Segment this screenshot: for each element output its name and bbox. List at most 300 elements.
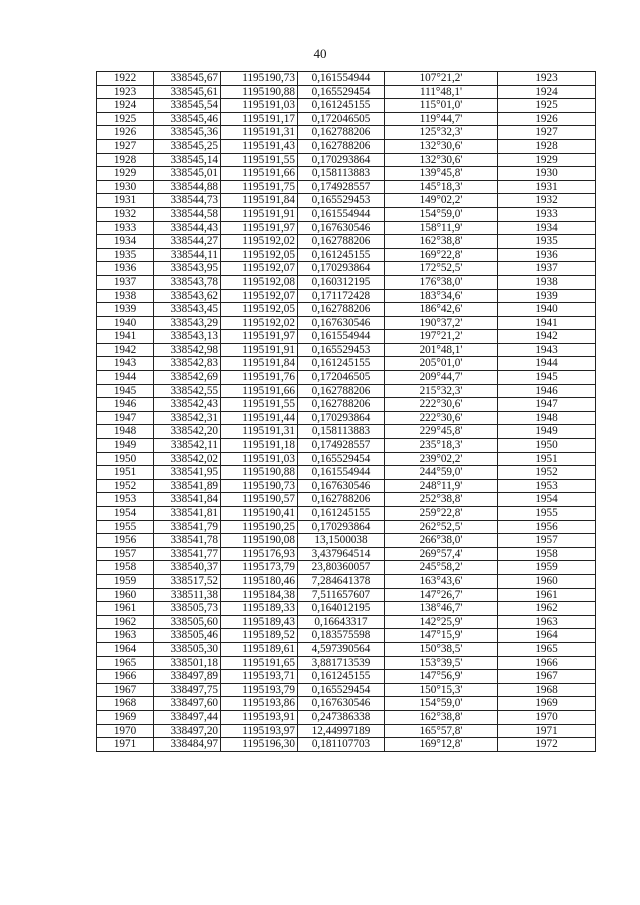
point-to-cell: 1932	[498, 194, 596, 208]
point-to-cell: 1964	[498, 629, 596, 643]
bearing-cell: 209°44,7'	[385, 371, 498, 385]
y-coordinate-cell: 1195191,43	[221, 139, 298, 153]
point-from-cell: 1936	[97, 262, 154, 276]
table-row	[97, 452, 596, 466]
x-coordinate-cell: 338542,11	[154, 439, 221, 453]
bearing-cell: 248°11,9'	[385, 479, 498, 493]
bearing-cell: 239°02,2'	[385, 452, 498, 466]
x-coordinate-cell: 338505,30	[154, 642, 221, 656]
y-coordinate-cell: 1195190,88	[221, 466, 298, 480]
x-coordinate-cell: 338505,73	[154, 602, 221, 616]
x-coordinate-cell: 338545,54	[154, 99, 221, 113]
point-from-cell: 1959	[97, 574, 154, 588]
table-row	[97, 534, 596, 548]
y-coordinate-cell: 1195191,66	[221, 167, 298, 181]
bearing-cell: 222°30,6'	[385, 411, 498, 425]
point-from-cell: 1957	[97, 547, 154, 561]
table-row	[97, 697, 596, 711]
y-coordinate-cell: 1195193,97	[221, 724, 298, 738]
distance-cell: 0,167630546	[298, 479, 385, 493]
distance-cell: 0,161245155	[298, 99, 385, 113]
y-coordinate-cell: 1195193,91	[221, 710, 298, 724]
point-from-cell: 1954	[97, 507, 154, 521]
point-from-cell: 1950	[97, 452, 154, 466]
distance-cell: 0,158113883	[298, 425, 385, 439]
point-from-cell: 1923	[97, 85, 154, 99]
point-from-cell: 1953	[97, 493, 154, 507]
y-coordinate-cell: 1195191,03	[221, 99, 298, 113]
table-row	[97, 235, 596, 249]
table-row	[97, 316, 596, 330]
distance-cell: 0,247386338	[298, 710, 385, 724]
x-coordinate-cell: 338544,73	[154, 194, 221, 208]
table-row	[97, 153, 596, 167]
table-row	[97, 507, 596, 521]
point-to-cell: 1934	[498, 221, 596, 235]
x-coordinate-cell: 338501,18	[154, 656, 221, 670]
distance-cell: 0,162788206	[298, 126, 385, 140]
distance-cell: 0,167630546	[298, 316, 385, 330]
bearing-cell: 142°25,9'	[385, 615, 498, 629]
x-coordinate-cell: 338544,11	[154, 248, 221, 262]
x-coordinate-cell: 338543,95	[154, 262, 221, 276]
point-to-cell: 1961	[498, 588, 596, 602]
x-coordinate-cell: 338542,83	[154, 357, 221, 371]
table-row	[97, 520, 596, 534]
y-coordinate-cell: 1195189,61	[221, 642, 298, 656]
point-from-cell: 1958	[97, 561, 154, 575]
point-to-cell: 1946	[498, 384, 596, 398]
x-coordinate-cell: 338545,25	[154, 139, 221, 153]
point-from-cell: 1964	[97, 642, 154, 656]
bearing-cell: 147°26,7'	[385, 588, 498, 602]
distance-cell: 0,162788206	[298, 139, 385, 153]
bearing-cell: 244°59,0'	[385, 466, 498, 480]
point-from-cell: 1949	[97, 439, 154, 453]
table-row	[97, 588, 596, 602]
x-coordinate-cell: 338484,97	[154, 738, 221, 752]
bearing-cell: 183°34,6'	[385, 289, 498, 303]
point-from-cell: 1938	[97, 289, 154, 303]
distance-cell: 0,170293864	[298, 411, 385, 425]
x-coordinate-cell: 338505,46	[154, 629, 221, 643]
point-from-cell: 1931	[97, 194, 154, 208]
distance-cell: 0,170293864	[298, 520, 385, 534]
x-coordinate-cell: 338543,62	[154, 289, 221, 303]
x-coordinate-cell: 338541,81	[154, 507, 221, 521]
x-coordinate-cell: 338542,98	[154, 343, 221, 357]
point-from-cell: 1927	[97, 139, 154, 153]
y-coordinate-cell: 1195191,84	[221, 194, 298, 208]
table-row	[97, 602, 596, 616]
bearing-cell: 138°46,7'	[385, 602, 498, 616]
y-coordinate-cell: 1195190,88	[221, 85, 298, 99]
x-coordinate-cell: 338497,44	[154, 710, 221, 724]
distance-cell: 0,170293864	[298, 153, 385, 167]
bearing-cell: 163°43,6'	[385, 574, 498, 588]
distance-cell: 0,165529454	[298, 683, 385, 697]
table-row	[97, 99, 596, 113]
point-to-cell: 1931	[498, 180, 596, 194]
point-from-cell: 1929	[97, 167, 154, 181]
y-coordinate-cell: 1195191,75	[221, 180, 298, 194]
point-to-cell: 1956	[498, 520, 596, 534]
point-to-cell: 1962	[498, 602, 596, 616]
bearing-cell: 125°32,3'	[385, 126, 498, 140]
table-row	[97, 126, 596, 140]
point-to-cell: 1936	[498, 248, 596, 262]
y-coordinate-cell: 1195191,76	[221, 371, 298, 385]
point-to-cell: 1966	[498, 656, 596, 670]
table-row	[97, 574, 596, 588]
x-coordinate-cell: 338543,45	[154, 303, 221, 317]
distance-cell: 0,167630546	[298, 697, 385, 711]
y-coordinate-cell: 1195191,97	[221, 330, 298, 344]
y-coordinate-cell: 1195192,05	[221, 248, 298, 262]
x-coordinate-cell: 338545,01	[154, 167, 221, 181]
point-to-cell: 1941	[498, 316, 596, 330]
y-coordinate-cell: 1195191,84	[221, 357, 298, 371]
y-coordinate-cell: 1195189,52	[221, 629, 298, 643]
point-from-cell: 1951	[97, 466, 154, 480]
point-to-cell: 1928	[498, 139, 596, 153]
point-from-cell: 1943	[97, 357, 154, 371]
table-row	[97, 112, 596, 126]
point-to-cell: 1945	[498, 371, 596, 385]
x-coordinate-cell: 338542,43	[154, 398, 221, 412]
bearing-cell: 154°59,0'	[385, 207, 498, 221]
table-row	[97, 642, 596, 656]
bearing-cell: 235°18,3'	[385, 439, 498, 453]
point-from-cell: 1965	[97, 656, 154, 670]
point-from-cell: 1946	[97, 398, 154, 412]
table-row	[97, 371, 596, 385]
y-coordinate-cell: 1195196,30	[221, 738, 298, 752]
distance-cell: 0,165529454	[298, 452, 385, 466]
point-to-cell: 1960	[498, 574, 596, 588]
table-row	[97, 221, 596, 235]
point-to-cell: 1930	[498, 167, 596, 181]
distance-cell: 0,172046505	[298, 371, 385, 385]
y-coordinate-cell: 1195192,07	[221, 262, 298, 276]
table-row	[97, 72, 596, 86]
table-row	[97, 561, 596, 575]
bearing-cell: 259°22,8'	[385, 507, 498, 521]
point-from-cell: 1955	[97, 520, 154, 534]
y-coordinate-cell: 1195193,79	[221, 683, 298, 697]
bearing-cell: 169°22,8'	[385, 248, 498, 262]
y-coordinate-cell: 1195191,03	[221, 452, 298, 466]
distance-cell: 23,80360057	[298, 561, 385, 575]
bearing-cell: 149°02,2'	[385, 194, 498, 208]
point-from-cell: 1925	[97, 112, 154, 126]
distance-cell: 0,174928557	[298, 439, 385, 453]
y-coordinate-cell: 1195189,33	[221, 602, 298, 616]
table-row	[97, 85, 596, 99]
bearing-cell: 119°44,7'	[385, 112, 498, 126]
point-from-cell: 1945	[97, 384, 154, 398]
table-row	[97, 670, 596, 684]
table-row	[97, 303, 596, 317]
table-row	[97, 330, 596, 344]
point-to-cell: 1965	[498, 642, 596, 656]
bearing-cell: 154°59,0'	[385, 697, 498, 711]
distance-cell: 0,162788206	[298, 493, 385, 507]
y-coordinate-cell: 1195191,55	[221, 398, 298, 412]
distance-cell: 0,171172428	[298, 289, 385, 303]
y-coordinate-cell: 1195191,66	[221, 384, 298, 398]
point-to-cell: 1953	[498, 479, 596, 493]
bearing-cell: 147°56,9'	[385, 670, 498, 684]
point-from-cell: 1968	[97, 697, 154, 711]
point-to-cell: 1968	[498, 683, 596, 697]
bearing-cell: 169°12,8'	[385, 738, 498, 752]
point-from-cell: 1941	[97, 330, 154, 344]
point-from-cell: 1926	[97, 126, 154, 140]
bearing-cell: 153°39,5'	[385, 656, 498, 670]
x-coordinate-cell: 338540,37	[154, 561, 221, 575]
distance-cell: 0,161554944	[298, 207, 385, 221]
distance-cell: 0,172046505	[298, 112, 385, 126]
x-coordinate-cell: 338545,14	[154, 153, 221, 167]
distance-cell: 0,161245155	[298, 357, 385, 371]
point-from-cell: 1942	[97, 343, 154, 357]
x-coordinate-cell: 338541,95	[154, 466, 221, 480]
y-coordinate-cell: 1195192,05	[221, 303, 298, 317]
bearing-cell: 147°15,9'	[385, 629, 498, 643]
x-coordinate-cell: 338541,78	[154, 534, 221, 548]
bearing-cell: 115°01,0'	[385, 99, 498, 113]
distance-cell: 0,162788206	[298, 384, 385, 398]
bearing-cell: 107°21,2'	[385, 72, 498, 86]
y-coordinate-cell: 1195192,07	[221, 289, 298, 303]
bearing-cell: 197°21,2'	[385, 330, 498, 344]
point-from-cell: 1924	[97, 99, 154, 113]
point-to-cell: 1944	[498, 357, 596, 371]
distance-cell: 0,165529453	[298, 343, 385, 357]
bearing-cell: 162°38,8'	[385, 235, 498, 249]
y-coordinate-cell: 1195193,86	[221, 697, 298, 711]
table-row	[97, 547, 596, 561]
table-row	[97, 439, 596, 453]
distance-cell: 0,161245155	[298, 670, 385, 684]
y-coordinate-cell: 1195191,18	[221, 439, 298, 453]
bearing-cell: 150°15,3'	[385, 683, 498, 697]
point-to-cell: 1924	[498, 85, 596, 99]
point-from-cell: 1966	[97, 670, 154, 684]
point-to-cell: 1935	[498, 235, 596, 249]
distance-cell: 7,284641378	[298, 574, 385, 588]
table-row	[97, 384, 596, 398]
x-coordinate-cell: 338544,88	[154, 180, 221, 194]
y-coordinate-cell: 1195193,71	[221, 670, 298, 684]
bearing-cell: 186°42,6'	[385, 303, 498, 317]
point-from-cell: 1933	[97, 221, 154, 235]
bearing-cell: 132°30,6'	[385, 153, 498, 167]
point-to-cell: 1947	[498, 398, 596, 412]
table-row	[97, 724, 596, 738]
distance-cell: 0,161245155	[298, 507, 385, 521]
x-coordinate-cell: 338497,60	[154, 697, 221, 711]
table-row	[97, 466, 596, 480]
point-from-cell: 1937	[97, 275, 154, 289]
distance-cell: 13,1500038	[298, 534, 385, 548]
distance-cell: 0,162788206	[298, 303, 385, 317]
x-coordinate-cell: 338541,77	[154, 547, 221, 561]
table-row	[97, 207, 596, 221]
y-coordinate-cell: 1195189,43	[221, 615, 298, 629]
bearing-cell: 162°38,8'	[385, 710, 498, 724]
bearing-cell: 111°48,1'	[385, 85, 498, 99]
point-to-cell: 1952	[498, 466, 596, 480]
point-from-cell: 1930	[97, 180, 154, 194]
y-coordinate-cell: 1195190,73	[221, 72, 298, 86]
table-row	[97, 275, 596, 289]
bearing-cell: 222°30,6'	[385, 398, 498, 412]
bearing-cell: 215°32,3'	[385, 384, 498, 398]
point-from-cell: 1952	[97, 479, 154, 493]
x-coordinate-cell: 338544,43	[154, 221, 221, 235]
x-coordinate-cell: 338543,29	[154, 316, 221, 330]
point-from-cell: 1944	[97, 371, 154, 385]
distance-cell: 0,165529453	[298, 194, 385, 208]
x-coordinate-cell: 338543,78	[154, 275, 221, 289]
point-to-cell: 1937	[498, 262, 596, 276]
y-coordinate-cell: 1195191,31	[221, 425, 298, 439]
x-coordinate-cell: 338541,89	[154, 479, 221, 493]
point-to-cell: 1927	[498, 126, 596, 140]
y-coordinate-cell: 1195191,17	[221, 112, 298, 126]
x-coordinate-cell: 338497,75	[154, 683, 221, 697]
point-to-cell: 1942	[498, 330, 596, 344]
point-from-cell: 1963	[97, 629, 154, 643]
point-from-cell: 1939	[97, 303, 154, 317]
y-coordinate-cell: 1195190,08	[221, 534, 298, 548]
table-row	[97, 738, 596, 752]
bearing-cell: 205°01,0'	[385, 357, 498, 371]
bearing-cell: 245°58,2'	[385, 561, 498, 575]
y-coordinate-cell: 1195184,38	[221, 588, 298, 602]
x-coordinate-cell: 338505,60	[154, 615, 221, 629]
point-to-cell: 1970	[498, 710, 596, 724]
y-coordinate-cell: 1195192,02	[221, 316, 298, 330]
x-coordinate-cell: 338542,02	[154, 452, 221, 466]
point-to-cell: 1923	[498, 72, 596, 86]
y-coordinate-cell: 1195190,41	[221, 507, 298, 521]
y-coordinate-cell: 1195190,57	[221, 493, 298, 507]
point-to-cell: 1969	[498, 697, 596, 711]
x-coordinate-cell: 338517,52	[154, 574, 221, 588]
coordinates-table	[96, 71, 596, 752]
point-from-cell: 1934	[97, 235, 154, 249]
x-coordinate-cell: 338545,46	[154, 112, 221, 126]
y-coordinate-cell: 1195191,65	[221, 656, 298, 670]
table-row	[97, 262, 596, 276]
table-row	[97, 180, 596, 194]
point-from-cell: 1969	[97, 710, 154, 724]
point-to-cell: 1958	[498, 547, 596, 561]
point-to-cell: 1938	[498, 275, 596, 289]
y-coordinate-cell: 1195191,91	[221, 343, 298, 357]
distance-cell: 3,881713539	[298, 656, 385, 670]
y-coordinate-cell: 1195191,91	[221, 207, 298, 221]
bearing-cell: 132°30,6'	[385, 139, 498, 153]
bearing-cell: 150°38,5'	[385, 642, 498, 656]
distance-cell: 0,183575598	[298, 629, 385, 643]
bearing-cell: 139°45,8'	[385, 167, 498, 181]
distance-cell: 0,164012195	[298, 602, 385, 616]
x-coordinate-cell: 338497,20	[154, 724, 221, 738]
table-row	[97, 629, 596, 643]
table-row	[97, 479, 596, 493]
bearing-cell: 262°52,5'	[385, 520, 498, 534]
coordinates-table-body	[97, 72, 596, 752]
bearing-cell: 190°37,2'	[385, 316, 498, 330]
x-coordinate-cell: 338545,61	[154, 85, 221, 99]
y-coordinate-cell: 1195192,02	[221, 235, 298, 249]
point-to-cell: 1929	[498, 153, 596, 167]
distance-cell: 0,162788206	[298, 235, 385, 249]
point-to-cell: 1925	[498, 99, 596, 113]
point-to-cell: 1972	[498, 738, 596, 752]
distance-cell: 0,162788206	[298, 398, 385, 412]
table-row	[97, 289, 596, 303]
x-coordinate-cell: 338542,55	[154, 384, 221, 398]
point-from-cell: 1940	[97, 316, 154, 330]
table-row	[97, 493, 596, 507]
table-row	[97, 411, 596, 425]
distance-cell: 0,158113883	[298, 167, 385, 181]
distance-cell: 0,160312195	[298, 275, 385, 289]
point-from-cell: 1956	[97, 534, 154, 548]
x-coordinate-cell: 338544,58	[154, 207, 221, 221]
table-row	[97, 425, 596, 439]
y-coordinate-cell: 1195191,55	[221, 153, 298, 167]
point-from-cell: 1971	[97, 738, 154, 752]
bearing-cell: 172°52,5'	[385, 262, 498, 276]
y-coordinate-cell: 1195190,25	[221, 520, 298, 534]
table-row	[97, 248, 596, 262]
bearing-cell: 145°18,3'	[385, 180, 498, 194]
x-coordinate-cell: 338542,20	[154, 425, 221, 439]
point-to-cell: 1967	[498, 670, 596, 684]
table-row	[97, 139, 596, 153]
y-coordinate-cell: 1195173,79	[221, 561, 298, 575]
distance-cell: 0,170293864	[298, 262, 385, 276]
distance-cell: 0,161554944	[298, 466, 385, 480]
distance-cell: 0,181107703	[298, 738, 385, 752]
point-to-cell: 1939	[498, 289, 596, 303]
x-coordinate-cell: 338543,13	[154, 330, 221, 344]
bearing-cell: 201°48,1'	[385, 343, 498, 357]
distance-cell: 0,16643317	[298, 615, 385, 629]
bearing-cell: 269°57,4'	[385, 547, 498, 561]
table-row	[97, 343, 596, 357]
point-from-cell: 1961	[97, 602, 154, 616]
point-to-cell: 1926	[498, 112, 596, 126]
x-coordinate-cell: 338511,38	[154, 588, 221, 602]
point-to-cell: 1948	[498, 411, 596, 425]
table-row	[97, 656, 596, 670]
bearing-cell: 229°45,8'	[385, 425, 498, 439]
point-to-cell: 1949	[498, 425, 596, 439]
distance-cell: 12,44997189	[298, 724, 385, 738]
x-coordinate-cell: 338541,79	[154, 520, 221, 534]
distance-cell: 4,597390564	[298, 642, 385, 656]
point-to-cell: 1971	[498, 724, 596, 738]
x-coordinate-cell: 338545,36	[154, 126, 221, 140]
y-coordinate-cell: 1195190,73	[221, 479, 298, 493]
